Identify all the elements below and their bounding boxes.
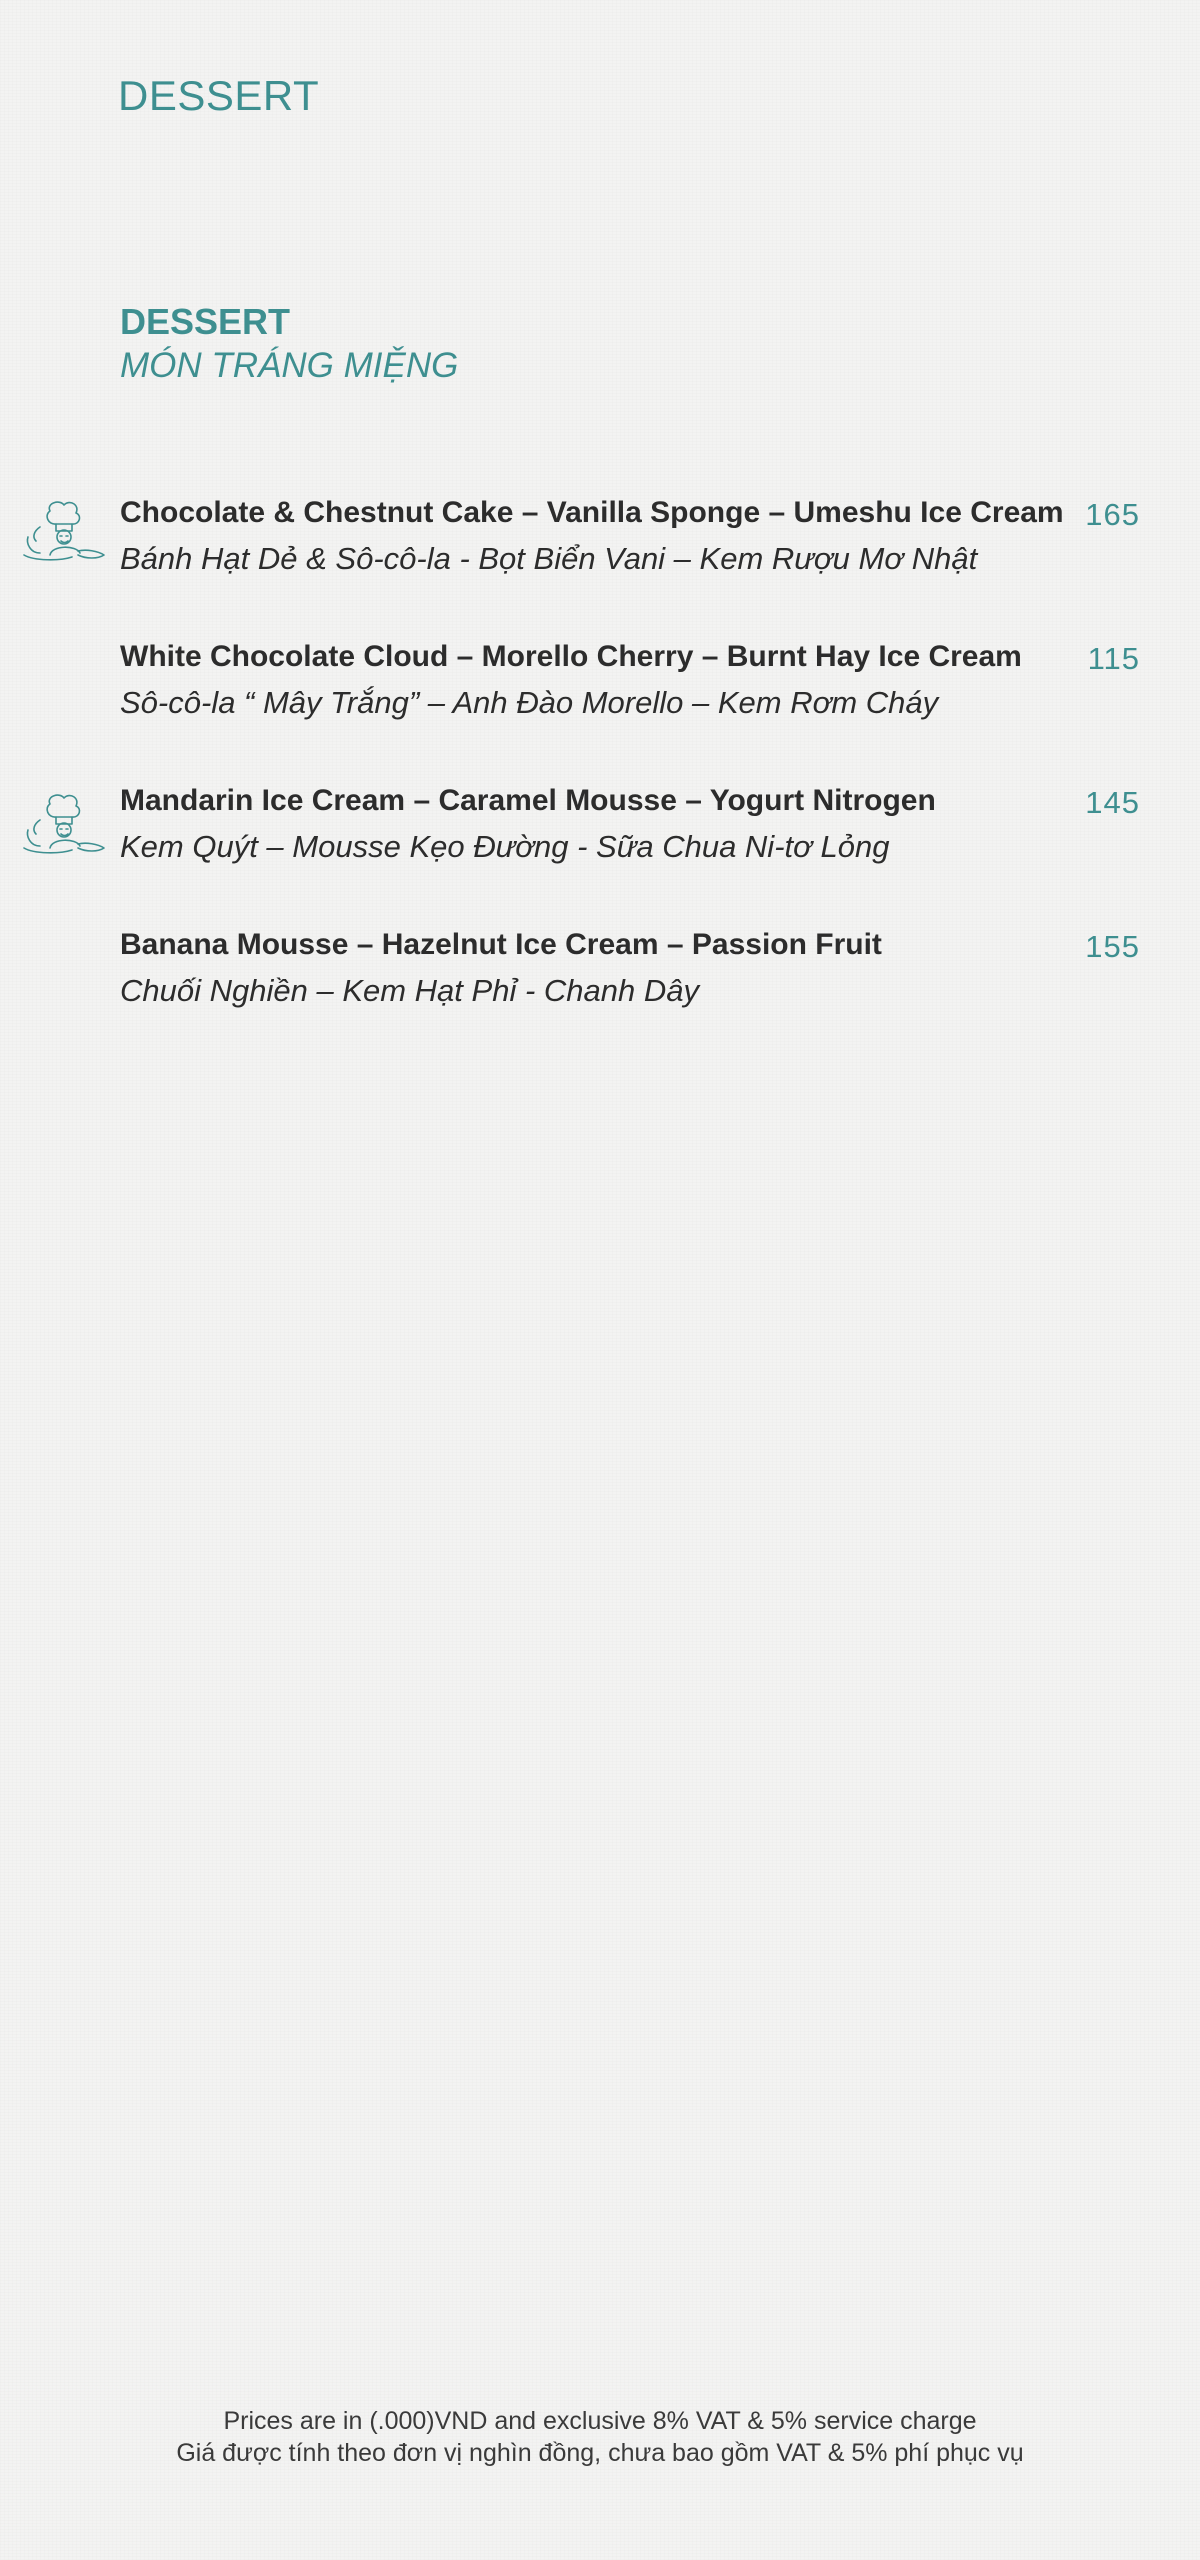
item-description: Sô-cô-la “ Mây Trắng” – Anh Đào Morello – Kem Rơm Cháy bbox=[120, 685, 939, 720]
item-name: Chocolate & Chestnut Cake – Vanilla Sponge – Umeshu Ice Cream bbox=[120, 496, 1064, 529]
menu-item bbox=[120, 781, 1140, 881]
item-name: Banana Mousse – Hazelnut Ice Cream – Passion Fruit bbox=[120, 928, 882, 961]
item-price: 145 bbox=[1085, 785, 1140, 820]
footer-note-en: Prices are in (.000)VND and exclusive 8% VAT & 5% service charge bbox=[223, 2407, 977, 2435]
item-description: Kem Quýt – Mousse Kẹo Đường - Sữa Chua Ni-tơ Lỏng bbox=[120, 829, 890, 864]
item-name: White Chocolate Cloud – Morello Cherry – Burnt Hay Ice Cream bbox=[120, 640, 1022, 673]
section-title-vi: MÓN TRÁNG MIỆNG bbox=[120, 346, 459, 385]
menu-item bbox=[120, 925, 1140, 1025]
page-heading: DESSERT bbox=[118, 72, 320, 119]
item-price: 155 bbox=[1085, 929, 1140, 964]
chef-signature-icon bbox=[20, 497, 110, 567]
item-price: 115 bbox=[1087, 641, 1140, 676]
item-price: 165 bbox=[1085, 497, 1140, 532]
price-note-footer bbox=[0, 2405, 1200, 2469]
section-title-en: DESSERT bbox=[120, 301, 291, 342]
item-description: Bánh Hạt Dẻ & Sô-cô-la - Bọt Biển Vani – Kem Rượu Mơ Nhật bbox=[120, 541, 978, 576]
item-description: Chuối Nghiền – Kem Hạt Phỉ - Chanh Dây bbox=[120, 973, 699, 1008]
footer-note-vi: Giá được tính theo đơn vị nghìn đồng, chưa bao gồm VAT & 5% phí phục vụ bbox=[176, 2439, 1024, 2467]
section-title bbox=[120, 300, 458, 388]
item-name: Mandarin Ice Cream – Caramel Mousse – Yogurt Nitrogen bbox=[120, 784, 936, 817]
menu-item bbox=[120, 493, 1140, 593]
chef-signature-icon bbox=[20, 790, 110, 860]
menu-item bbox=[120, 637, 1140, 737]
